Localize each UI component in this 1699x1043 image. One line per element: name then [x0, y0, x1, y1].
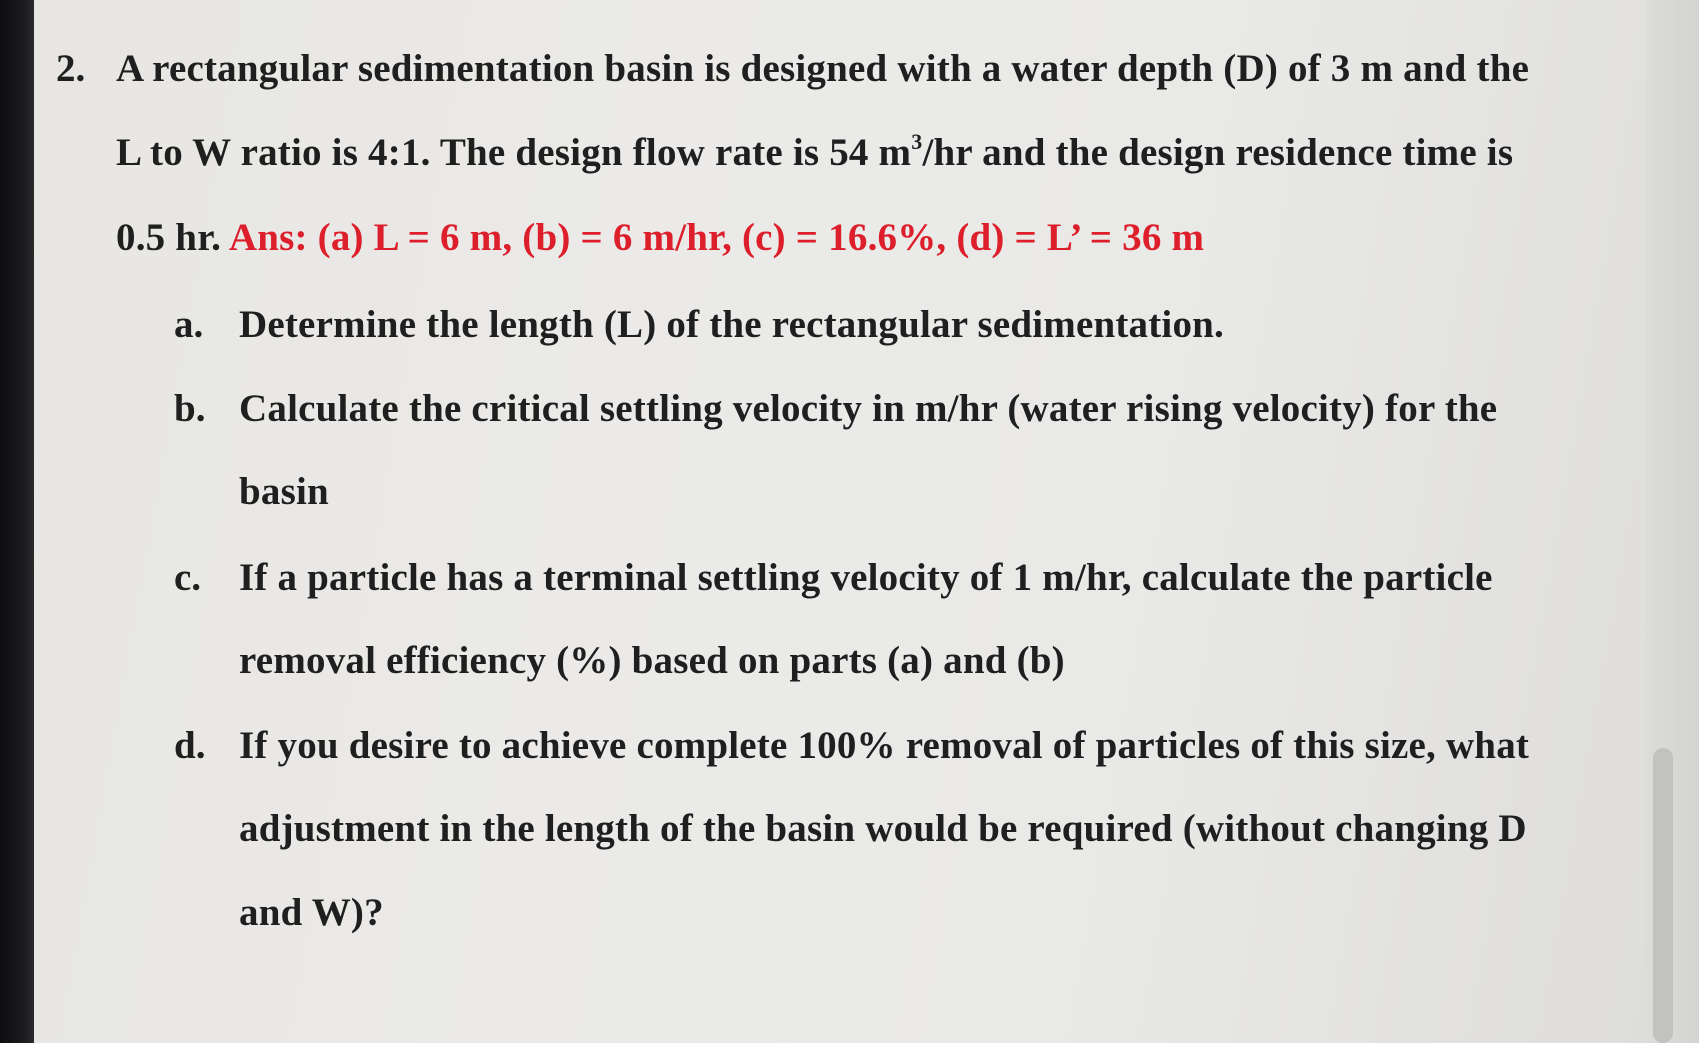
question-line-2-start: L to W ratio is 4:1. The design flow rate is 54 m: [116, 131, 912, 174]
part-a-line-1: Determine the length (L) of the rectangular sedimentation.: [239, 303, 1225, 346]
question-line-3: [116, 215, 1204, 260]
part-d-label: d.: [174, 724, 206, 767]
question-line-2-end: /hr and the design residence time is: [922, 131, 1514, 174]
part-c-label: c.: [174, 556, 202, 599]
answer-key: Ans: (a) L = 6 m, (b) = 6 m/hr, (c) = 16.6%, (d) = L’ = 36 m: [228, 216, 1205, 259]
screen-bezel: [0, 0, 34, 1043]
superscript-exponent: 3: [911, 129, 923, 154]
question-line-1: A rectangular sedimentation basin is designed with a water depth (D) of 3 m and the: [116, 47, 1530, 90]
question-line-3-start: 0.5 hr.: [116, 216, 229, 259]
part-b-line-2: basin: [239, 470, 329, 513]
document-page: [34, 0, 1699, 1043]
question-number: 2.: [56, 47, 86, 90]
part-d-line-1: If you desire to achieve complete 100% removal of particles of this size, what: [239, 724, 1530, 767]
scrollbar-thumb[interactable]: [1653, 748, 1673, 1043]
part-b-line-1: Calculate the critical settling velocity in m/hr (water rising velocity) for the: [239, 387, 1498, 430]
part-c-line-1: If a particle has a terminal settling velocity of 1 m/hr, calculate the particle: [239, 556, 1493, 599]
part-d-line-2: adjustment in the length of the basin would be required (without changing D: [239, 807, 1527, 850]
part-a-label: a.: [174, 303, 204, 346]
part-d-line-3: and W)?: [239, 891, 384, 934]
part-c-line-2: removal efficiency (%) based on parts (a) and (b): [239, 639, 1065, 682]
question-line-2: [116, 130, 1513, 175]
part-b-label: b.: [174, 387, 206, 430]
